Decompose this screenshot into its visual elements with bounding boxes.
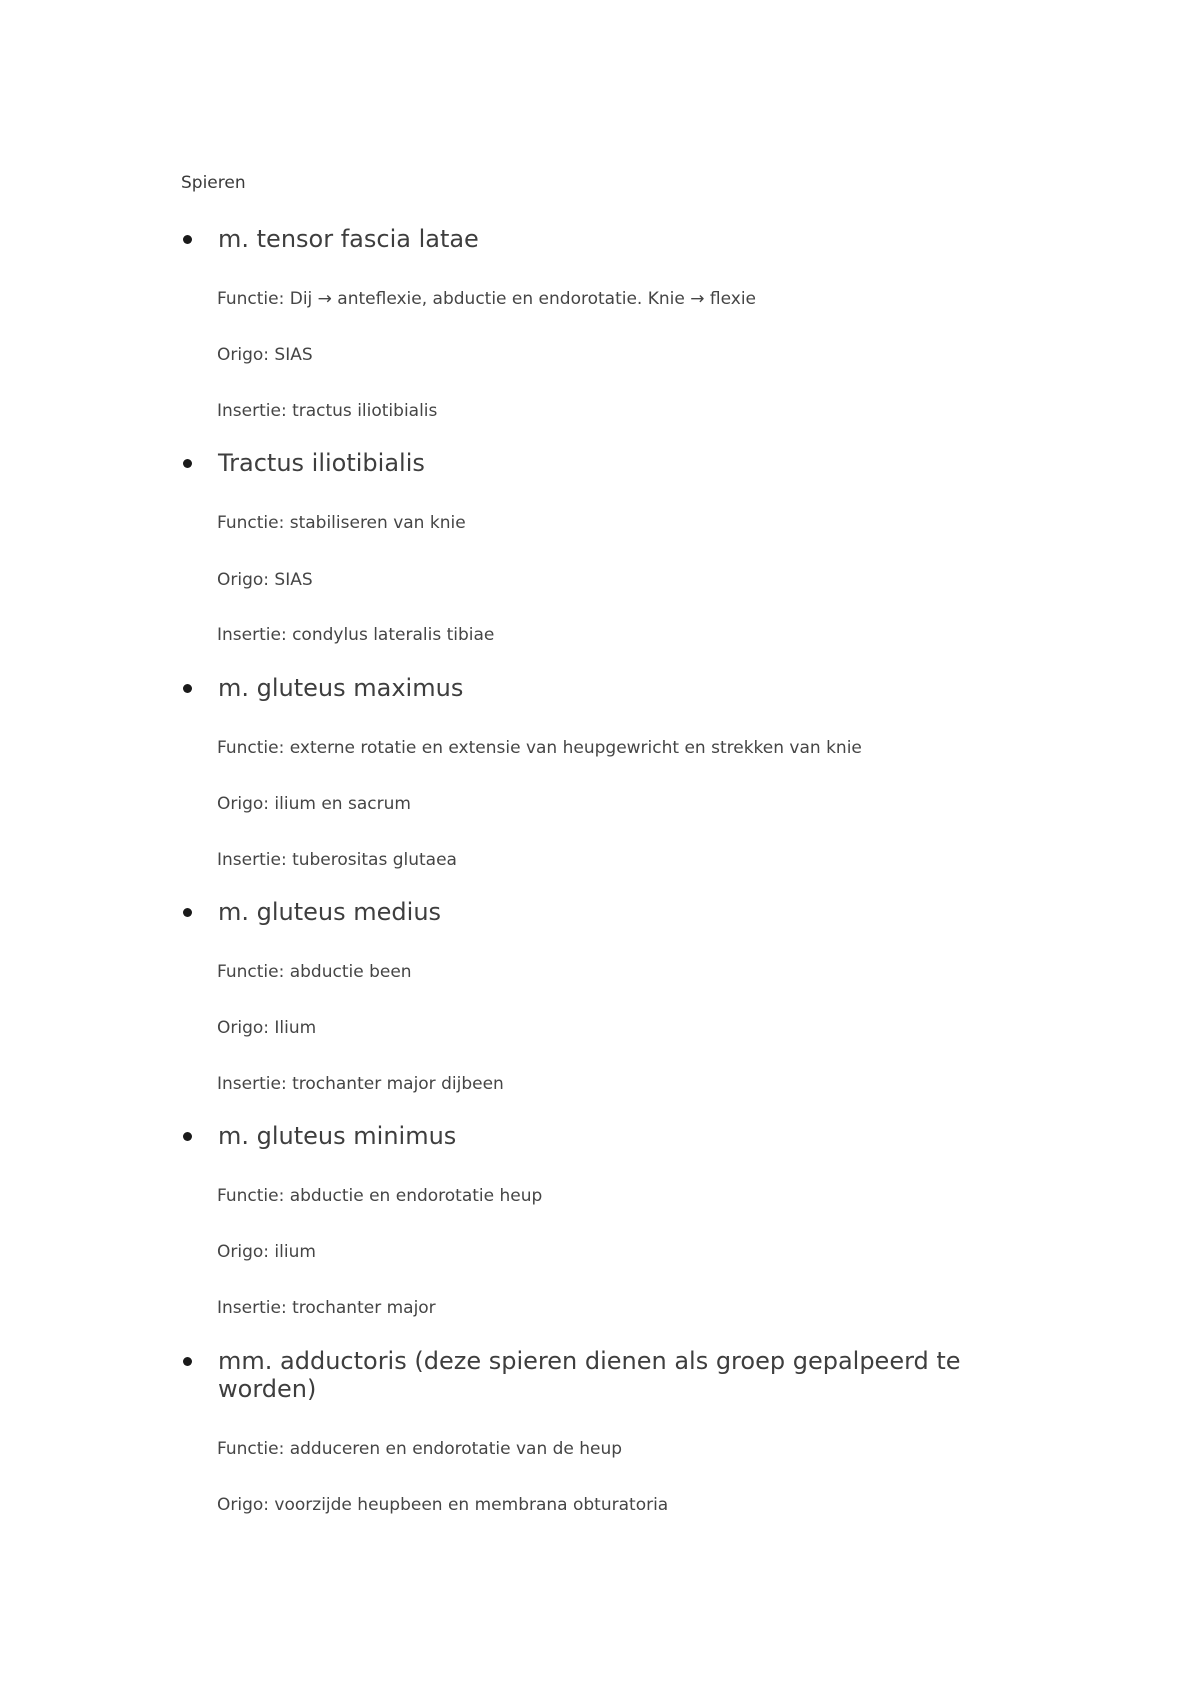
muscle-name: mm. adductoris (deze spieren dienen als groep gepalpeerd te worden): [218, 1347, 961, 1403]
bullet-icon: [183, 1132, 192, 1141]
functie-text: Functie: externe rotatie en extensie van heupgewricht en strekken van knie: [217, 738, 862, 758]
document-title: Spieren: [181, 173, 246, 193]
functie-text: Functie: Dij → anteflexie, abductie en endorotatie. Knie → flexie: [217, 289, 757, 309]
origo-text: Origo: voorzijde heupbeen en membrana obturatoria: [217, 1495, 669, 1515]
insertie-text: Insertie: trochanter major: [217, 1298, 436, 1318]
insertie-text: Insertie: trochanter major dijbeen: [217, 1074, 504, 1094]
muscle-name: Tractus iliotibialis: [218, 449, 425, 477]
bullet-icon: [183, 908, 192, 917]
origo-text: Origo: SIAS: [217, 570, 313, 590]
bullet-icon: [183, 1357, 192, 1366]
muscle-name: m. gluteus minimus: [218, 1122, 457, 1150]
muscle-name: m. gluteus maximus: [218, 674, 464, 702]
muscle-name: m. tensor fascia latae: [218, 225, 479, 253]
bullet-icon: [183, 684, 192, 693]
insertie-text: Insertie: tuberositas glutaea: [217, 850, 457, 870]
origo-text: Origo: ilium: [217, 1242, 316, 1262]
functie-text: Functie: abductie en endorotatie heup: [217, 1186, 543, 1206]
origo-text: Origo: Ilium: [217, 1018, 317, 1038]
functie-text: Functie: adduceren en endorotatie van de heup: [217, 1439, 623, 1459]
functie-text: Functie: stabiliseren van knie: [217, 513, 466, 533]
bullet-icon: [183, 459, 192, 468]
muscle-name: m. gluteus medius: [218, 898, 442, 926]
bullet-icon: [183, 235, 192, 244]
origo-text: Origo: SIAS: [217, 345, 313, 365]
insertie-text: Insertie: condylus lateralis tibiae: [217, 625, 495, 645]
origo-text: Origo: ilium en sacrum: [217, 794, 411, 814]
functie-text: Functie: abductie been: [217, 962, 412, 982]
insertie-text: Insertie: tractus iliotibialis: [217, 401, 438, 421]
